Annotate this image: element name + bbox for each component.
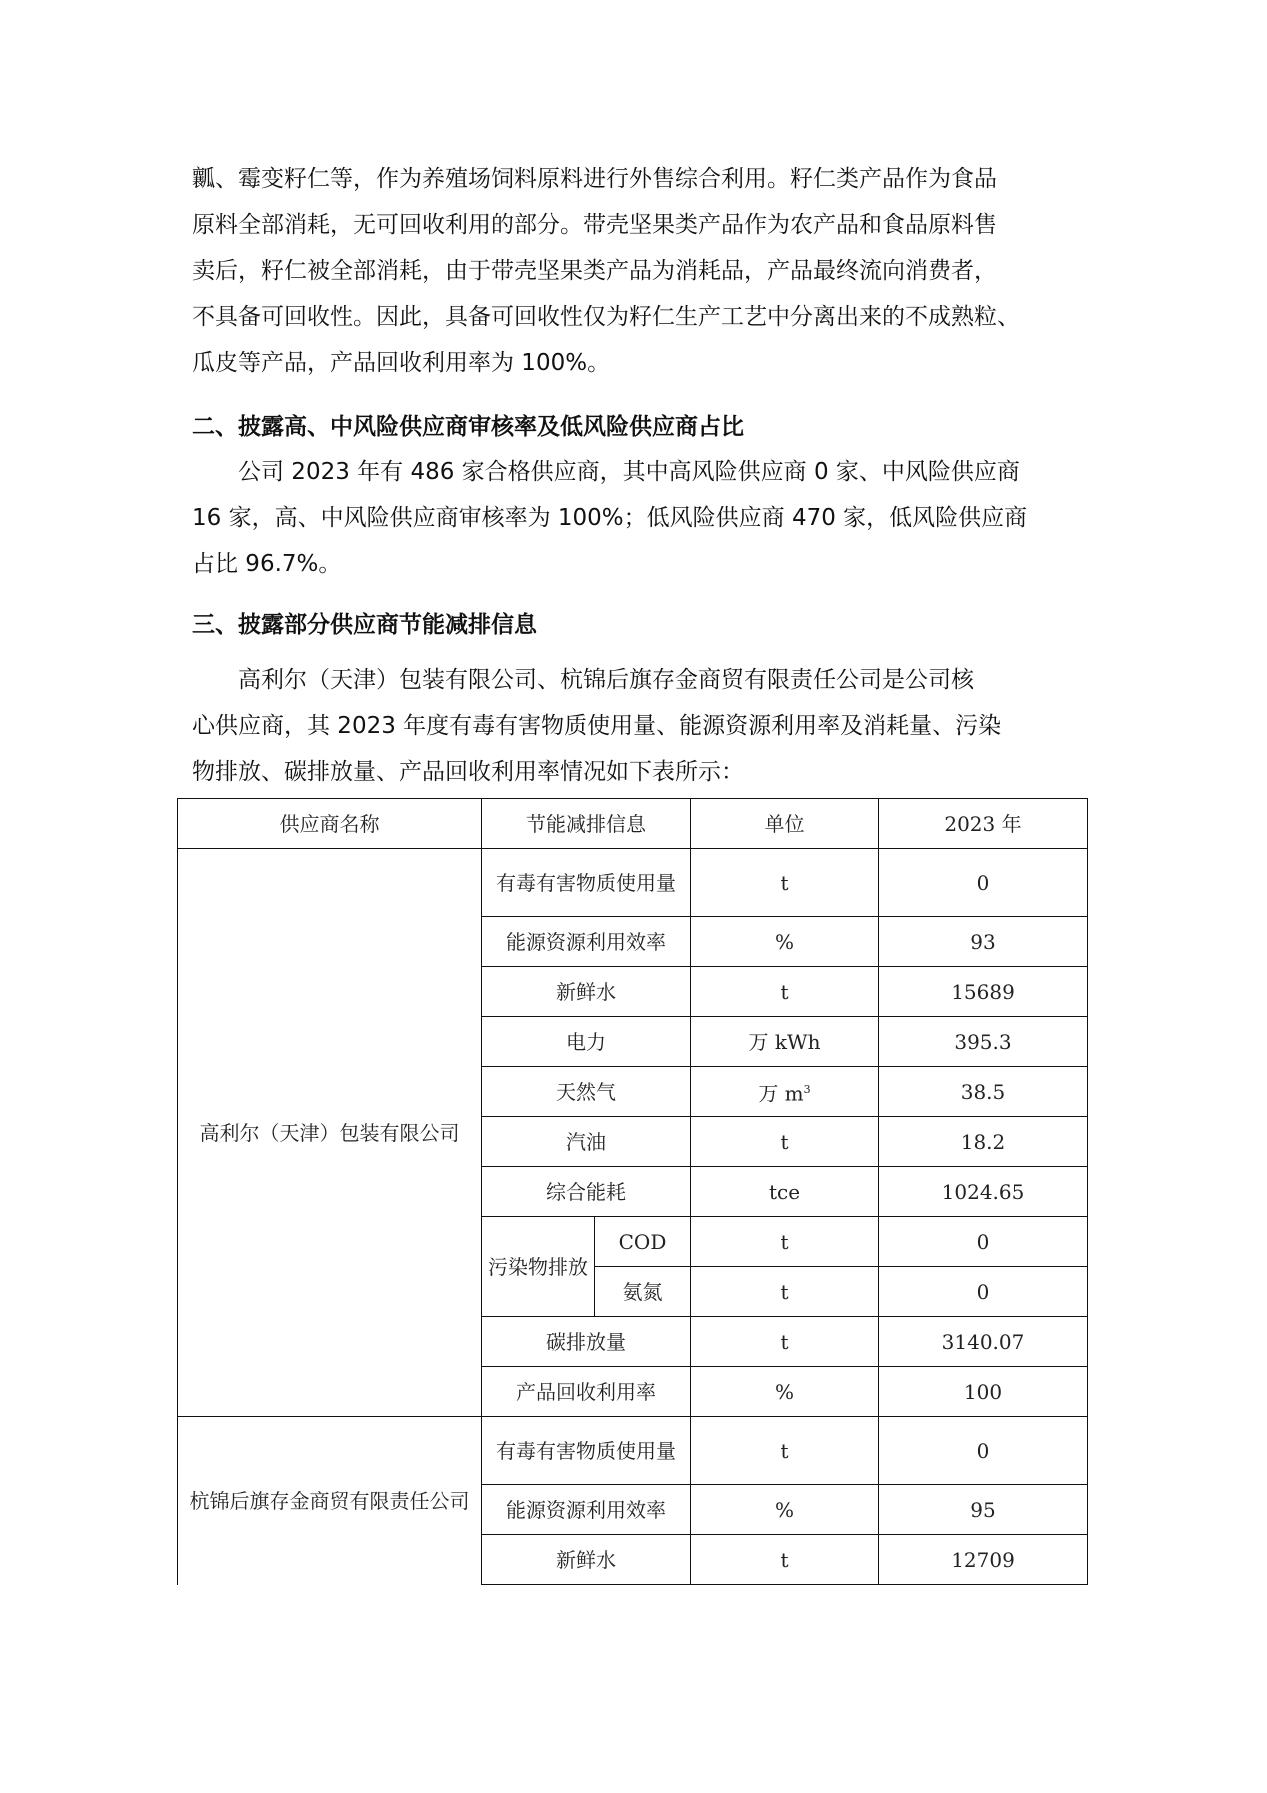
table-row [178,849,1088,917]
text-line: 瓤、霉变籽仁等，作为养殖场饲料原料进行外售综合利用。籽仁类产品作为食品 [192,166,997,192]
text-line: 不具备可回收性。因此，具备可回收性仅为籽仁生产工艺中分离出来的不成熟粒、 [192,304,1020,330]
value-cell: 12709 [879,1535,1088,1585]
value-cell: 0 [879,1417,1088,1485]
unit-cell [691,1067,879,1117]
text-line: 16 家，高、中风险供应商审核率为 100%；低风险供应商 470 家，低风险供应商 [192,505,1028,531]
item-cell: 有毒有害物质使用量 [482,1417,691,1485]
text-line: 心供应商，其 2023 年度有毒有害物质使用量、能源资源利用率及消耗量、污染 [192,713,1002,739]
unit-cell: t [691,1317,879,1367]
text-line: 瓜皮等产品，产品回收利用率为 100%。 [192,350,611,376]
item-cell: 碳排放量 [482,1317,691,1367]
unit-text: 万 m [758,1081,804,1106]
header-supplier-name: 供应商名称 [178,799,482,849]
section-2-heading: 二、披露高、中风险供应商审核率及低风险供应商占比 [192,414,744,440]
section-3-heading: 三、披露部分供应商节能减排信息 [192,612,537,638]
item-cell: 综合能耗 [482,1167,691,1217]
item-cell: 汽油 [482,1117,691,1167]
item-cell: 天然气 [482,1067,691,1117]
sub-item-cell: 氨氮 [595,1267,691,1317]
value-cell: 0 [879,1267,1088,1317]
table-row [178,1417,1088,1485]
item-cell: 能源资源利用效率 [482,917,691,967]
unit-cell: t [691,1267,879,1317]
value-cell: 1024.65 [879,1167,1088,1217]
text-line: 占比 96.7%。 [192,551,342,577]
value-cell: 0 [879,849,1088,917]
item-cell: 电力 [482,1017,691,1067]
supplier-energy-table [177,798,1088,1585]
value-cell: 100 [879,1367,1088,1417]
item-cell: 新鲜水 [482,967,691,1017]
unit-cell: % [691,917,879,967]
unit-cell: t [691,1117,879,1167]
header-info: 节能减排信息 [482,799,691,849]
unit-cell: t [691,967,879,1017]
intro-paragraph [192,156,1076,386]
table-header-row [178,799,1088,849]
unit-cell: t [691,1417,879,1485]
unit-cell: % [691,1367,879,1417]
item-cell: 新鲜水 [482,1535,691,1585]
header-year: 2023 年 [879,799,1088,849]
text-line: 公司 2023 年有 486 家合格供应商，其中高风险供应商 0 家、中风险供应商 [238,459,1020,485]
supplier-name-cell: 高利尔（天津）包装有限公司 [178,849,482,1417]
item-cell: 产品回收利用率 [482,1367,691,1417]
value-cell: 15689 [879,967,1088,1017]
unit-cell: % [691,1485,879,1535]
unit-cell: tce [691,1167,879,1217]
value-cell: 3140.07 [879,1317,1088,1367]
value-cell: 395.3 [879,1017,1088,1067]
unit-cell: t [691,849,879,917]
value-cell: 0 [879,1217,1088,1267]
value-cell: 38.5 [879,1067,1088,1117]
unit-cell: t [691,1535,879,1585]
unit-superscript: 3 [803,1082,811,1096]
text-line: 原料全部消耗，无可回收利用的部分。带壳坚果类产品作为农产品和食品原料售 [192,212,997,238]
text-line: 高利尔（天津）包装有限公司、杭锦后旗存金商贸有限责任公司是公司核 [238,667,974,693]
supplier-name-cell: 杭锦后旗存金商贸有限责任公司 [178,1417,482,1585]
text-line: 物排放、碳排放量、产品回收利用率情况如下表所示： [192,759,744,785]
item-cell: 有毒有害物质使用量 [482,849,691,917]
item-cell: 能源资源利用效率 [482,1485,691,1535]
unit-cell: 万 kWh [691,1017,879,1067]
unit-cell: t [691,1217,879,1267]
value-cell: 95 [879,1485,1088,1535]
header-unit: 单位 [691,799,879,849]
text-line: 卖后，籽仁被全部消耗，由于带壳坚果类产品为消耗品，产品最终流向消费者， [192,258,997,284]
sub-item-cell: COD [595,1217,691,1267]
value-cell: 18.2 [879,1117,1088,1167]
value-cell: 93 [879,917,1088,967]
section-3-paragraph [192,657,1076,795]
section-2-paragraph [192,449,1076,587]
group-cell: 污染物排放 [482,1217,595,1317]
